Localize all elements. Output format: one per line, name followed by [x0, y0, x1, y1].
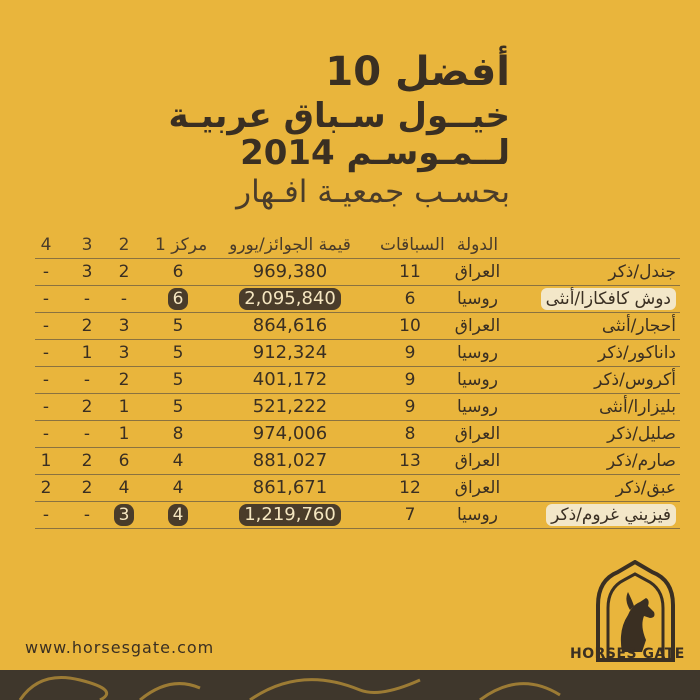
rank2: 2 — [118, 262, 130, 282]
prize: 912,324 — [252, 342, 328, 363]
races: 12 — [399, 478, 421, 498]
races: 13 — [399, 451, 421, 471]
country: العراق — [454, 451, 501, 471]
prize: 864,616 — [252, 315, 328, 336]
rank4: 2 — [40, 478, 52, 498]
rank4: - — [42, 316, 50, 336]
prize: 974,006 — [252, 423, 328, 444]
rank3: 2 — [81, 451, 93, 471]
rank2: 4 — [118, 478, 130, 498]
header-races: السباقات — [380, 235, 445, 255]
rank3: - — [83, 289, 91, 309]
title-line-4: بحسـب جمعيـة افـهار — [236, 174, 510, 210]
races: 7 — [404, 505, 416, 525]
rank4: - — [42, 343, 50, 363]
rank3: - — [83, 370, 91, 390]
rank1: 5 — [172, 370, 184, 390]
rank1: 6 — [172, 262, 184, 282]
rank2: 3 — [118, 343, 130, 363]
rank1: 5 — [172, 397, 184, 417]
rank2: 3 — [118, 316, 130, 336]
rank2: 3 — [114, 504, 135, 526]
rank2: 6 — [118, 451, 130, 471]
horse-name-cell — [506, 502, 676, 528]
rank3: - — [83, 424, 91, 444]
horse-name: عبق/ذكر — [615, 478, 676, 498]
rank1: 6 — [168, 288, 189, 310]
country: روسيا — [457, 289, 498, 309]
races: 8 — [404, 424, 416, 444]
table-row — [35, 501, 680, 529]
rank2-cell — [109, 502, 139, 528]
prize: 861,671 — [252, 477, 328, 498]
table-row — [35, 339, 680, 366]
prize: 521,222 — [252, 396, 328, 417]
rank1: 8 — [172, 424, 184, 444]
horse-name: بليزارا/أنثى — [598, 397, 676, 417]
country: روسيا — [457, 370, 498, 390]
horse-name: أكروس/ذكر — [594, 370, 676, 390]
rank2: - — [120, 289, 128, 309]
races: 11 — [399, 262, 421, 282]
country: روسيا — [457, 397, 498, 417]
prize: 969,380 — [252, 261, 328, 282]
country: العراق — [454, 316, 501, 336]
rank4: - — [42, 262, 50, 282]
horse-name: فيزيني غروم/ذكر — [546, 504, 676, 526]
header-rank2: 2 — [118, 235, 130, 255]
logo-text: HORSES GATE — [570, 646, 685, 662]
rank4: - — [42, 397, 50, 417]
table-row — [35, 366, 680, 393]
country: العراق — [454, 262, 501, 282]
table-row — [35, 312, 680, 339]
races: 9 — [404, 397, 416, 417]
country: العراق — [454, 424, 501, 444]
table-row — [35, 420, 680, 447]
horse-name-cell — [506, 286, 676, 312]
rank3: 2 — [81, 478, 93, 498]
rank3: 2 — [81, 397, 93, 417]
country: روسيا — [457, 505, 498, 525]
horse-name: أحجار/أنثى — [601, 316, 676, 336]
table-header — [35, 232, 680, 258]
races: 9 — [404, 370, 416, 390]
rank4: 1 — [40, 451, 52, 471]
races: 10 — [399, 316, 421, 336]
horse-name: داناكور/ذكر — [597, 343, 676, 363]
table-row — [35, 447, 680, 474]
rank2: 1 — [118, 397, 130, 417]
rank4: - — [42, 370, 50, 390]
table-row — [35, 258, 680, 285]
title-line-2: خيــول سـباق عربيـة — [168, 96, 510, 136]
prize-cell — [210, 286, 370, 312]
table-row — [35, 393, 680, 420]
header-rank3: 3 — [81, 235, 93, 255]
rank1: 5 — [172, 343, 184, 363]
prize: 1,219,760 — [239, 504, 341, 526]
rank1: 4 — [172, 478, 184, 498]
races: 9 — [404, 343, 416, 363]
prize: 401,172 — [252, 369, 328, 390]
rank3: 3 — [81, 262, 93, 282]
rank3: 2 — [81, 316, 93, 336]
rank4: - — [42, 424, 50, 444]
rank2: 2 — [118, 370, 130, 390]
country: روسيا — [457, 343, 498, 363]
prize-cell — [210, 502, 370, 528]
rank4: - — [42, 505, 50, 525]
decorative-curves — [0, 670, 700, 700]
rank1: 4 — [172, 451, 184, 471]
table-row — [35, 474, 680, 501]
rank1-cell — [155, 502, 201, 528]
races: 6 — [404, 289, 416, 309]
header-country: الدولة — [456, 235, 499, 255]
website-link[interactable]: www.horsesgate.com — [25, 638, 215, 657]
rank3: 1 — [81, 343, 93, 363]
header-rank1: مركز 1 — [155, 235, 208, 255]
header-prize: قيمة الجوائز/يورو — [229, 235, 351, 255]
title-line-1: أفضل 10 — [325, 49, 510, 95]
rankings-table — [35, 232, 680, 529]
rank3: - — [83, 505, 91, 525]
table-row — [35, 285, 680, 312]
title-line-3: لــمـوسـم 2014 — [240, 133, 510, 173]
rank1: 4 — [168, 504, 189, 526]
horse-name: جندل/ذكر — [608, 262, 676, 282]
horse-name: صارم/ذكر — [606, 451, 676, 471]
rank4: - — [42, 289, 50, 309]
rank2: 1 — [118, 424, 130, 444]
prize: 2,095,840 — [239, 288, 341, 310]
rank1-cell — [155, 286, 201, 312]
rank1: 5 — [172, 316, 184, 336]
horse-name: صليل/ذكر — [607, 424, 676, 444]
horse-name: دوش كافكازا/أنثى — [541, 288, 676, 310]
header-rank4: 4 — [40, 235, 52, 255]
prize: 881,027 — [252, 450, 328, 471]
bottom-decorative-band — [0, 670, 700, 700]
country: العراق — [454, 478, 501, 498]
